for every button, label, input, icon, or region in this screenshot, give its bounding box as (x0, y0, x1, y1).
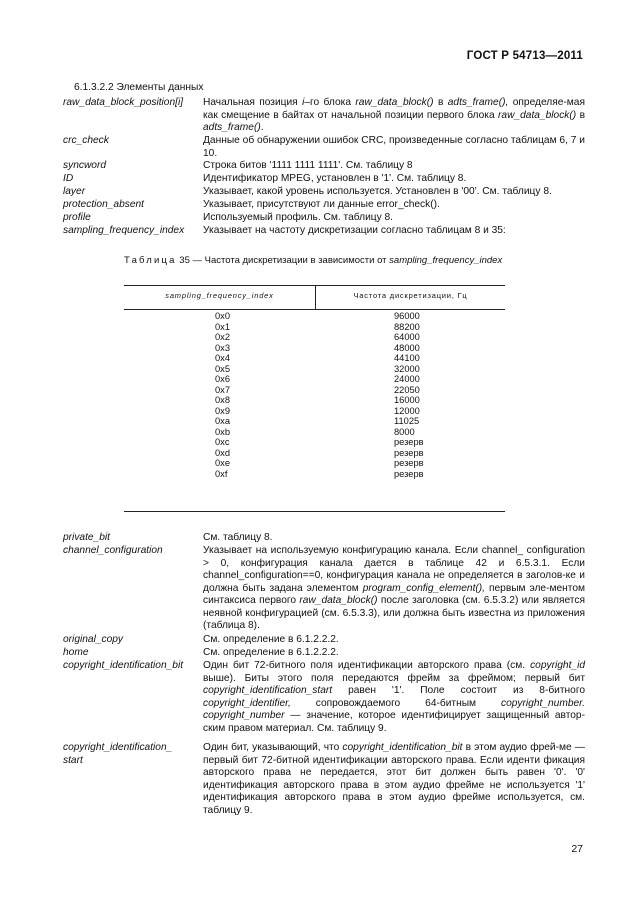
term-syncword: syncword (63, 160, 107, 171)
cell-frequency: резерв (394, 458, 424, 468)
cell-frequency: 12000 (394, 405, 420, 416)
desc-copyright-identification-start: Один бит, указывающий, что copyright_identification_bit в этом аудио фрей-ме — первый бит 72-битной идентификации авторского права. Если иденти фикация авторского права не передается, этот бит должен быть равен '0'. '0' идентификация авторского права в этом аудио фрейме не используется '1' идентификация авторского права в этом аудио фрейме используется, см. таблицу 9. (203, 742, 585, 816)
table-row (124, 469, 505, 480)
table-header-index: sampling_frequency_index (165, 291, 274, 300)
cell-index: 0xb (215, 426, 230, 437)
term-sampling-frequency-index: sampling_frequency_index (63, 225, 185, 236)
term-original-copy: original_copy (63, 634, 124, 645)
desc-syncword: Строка битов '1111 1111 1111'. См. таблицу 8 (203, 160, 413, 171)
cell-frequency: 22050 (394, 384, 420, 395)
table-row (124, 311, 505, 322)
cell-frequency: 48000 (394, 342, 420, 353)
term-raw-data-block-position: raw_data_block_position[i] (63, 97, 184, 108)
cell-index: 0xf (215, 468, 228, 479)
desc-channel-configuration: Указывает на используемую конфигурацию канала. Если channel_ configuration > 0, конфигурация канала дается в таблице 42 и 6.5.3.1. Если channel_configuration==0, конфигурация канала не определяется в заголов-ке и должна быть задана элементом program_config_element(), первым эле-ментом синтаксиса первого raw_data_block() после заголовка (см. 6.5.3.2) или является неявной конфигурацией (см. 6.5.3.3), или должна быть известна из приложения (таблица 8). (203, 545, 585, 631)
term-layer: layer (63, 186, 86, 197)
desc-layer: Указывает, какой уровень используется. Установлен в '00'. См. таблицу 8. (203, 186, 552, 197)
cell-frequency: 44100 (394, 353, 420, 363)
desc-sampling-frequency-index: Указывает на частоту дискретизации согласно таблицам 8 и 35: (203, 225, 506, 236)
cell-frequency: 96000 (394, 311, 420, 321)
cell-index: 0x4 (215, 353, 230, 363)
cell-index: 0xe (215, 458, 230, 468)
cell-frequency: 64000 (394, 332, 420, 342)
table-row (124, 458, 505, 469)
term-id: ID (63, 173, 74, 184)
cell-index: 0x5 (215, 363, 230, 374)
desc-protection-absent: Указывает, присутствуют ли данные error_check(). (203, 199, 440, 210)
desc-id: Идентификатор MPEG, установлен в '1'. См. таблицу 8. (203, 173, 467, 184)
table-row (124, 385, 505, 396)
table-caption: Таблица 35 — Частота дискретизации в зависимости от sampling_frequency_index (124, 255, 503, 266)
cell-frequency: 24000 (394, 374, 420, 384)
table-row (124, 364, 505, 375)
table-row (124, 416, 505, 427)
cell-frequency: 32000 (394, 363, 420, 374)
cell-index: 0xa (215, 416, 230, 426)
desc-home: См. определение в 6.1.2.2.2. (203, 647, 339, 658)
cell-index: 0x7 (215, 384, 230, 395)
cell-frequency: 8000 (394, 426, 415, 437)
table-header-underline (124, 309, 505, 310)
cell-index: 0x2 (215, 332, 230, 342)
cell-index: 0x6 (215, 374, 230, 384)
term-profile: profile (63, 212, 91, 223)
cell-index: 0xc (215, 437, 230, 447)
table-row (124, 437, 505, 448)
term-crc-check: crc_check (63, 135, 109, 146)
page-number: 27 (571, 843, 583, 855)
cell-frequency: 16000 (394, 395, 420, 405)
term-protection-absent: protection_absent (63, 199, 144, 210)
cell-index: 0x3 (215, 342, 230, 353)
cell-frequency: 11025 (394, 416, 420, 426)
cell-index: 0xd (215, 447, 230, 458)
term-home: home (63, 647, 89, 658)
cell-frequency: 88200 (394, 321, 420, 332)
desc-copyright-identification-bit: Один бит 72-битного поля идентификации авторского права (см. copyright_id выше). Биты этого поля передаются фрейм за фреймом; первый бит copyright_identification_start равен '1'. Поле состоит из 8-битного copyright_identifier, сопровождаемого 64-битным copyright_number. copyright_number — значение, которое идентифицирует защищенный автор-ским правом материал. См. таблицу 9. (203, 660, 585, 734)
table-row (124, 353, 505, 364)
section-title: 6.1.3.2.2 Элементы данных (74, 82, 204, 93)
term-private-bit: private_bit (63, 532, 111, 543)
term-copyright-identification-start: copyright_identification_ start (63, 742, 173, 766)
desc-original-copy: См. определение в 6.1.2.2.2. (203, 634, 339, 645)
table-row (124, 374, 505, 385)
table-row (124, 343, 505, 354)
desc-private-bit: См. таблицу 8. (203, 532, 273, 543)
sampling-frequency-table (124, 285, 505, 512)
cell-frequency: резерв (394, 468, 424, 479)
table-header-frequency: Частота дискретизации, Гц (353, 291, 468, 300)
table-row (124, 406, 505, 417)
cell-frequency: резерв (394, 437, 424, 447)
table-row (124, 448, 505, 459)
desc-profile: Используемый профиль. См. таблицу 8. (203, 212, 394, 223)
table-row (124, 395, 505, 406)
table-row (124, 332, 505, 343)
cell-frequency: резерв (394, 447, 424, 458)
term-channel-configuration: channel_configuration (63, 545, 163, 556)
term-copyright-identification-bit: copyright_identification_bit (63, 660, 184, 671)
cell-index: 0x8 (215, 395, 230, 405)
table-body (124, 311, 505, 479)
cell-index: 0x1 (215, 321, 230, 332)
table-row (124, 322, 505, 333)
cell-index: 0x0 (215, 311, 230, 321)
desc-raw-data-block-position: Начальная позиция i–го блока raw_data_block() в adts_frame(), определяе-мая как смещение в байтах от начальной позиции первого блока raw_data_block() в adts_frame(). (203, 97, 585, 133)
table-row (124, 427, 505, 438)
desc-crc-check: Данные об обнаружении ошибок CRC, произведенные согласно таблицам 6, 7 и 10. (203, 135, 585, 159)
cell-index: 0x9 (215, 405, 230, 416)
document-header: ГОСТ Р 54713—2011 (466, 50, 583, 62)
